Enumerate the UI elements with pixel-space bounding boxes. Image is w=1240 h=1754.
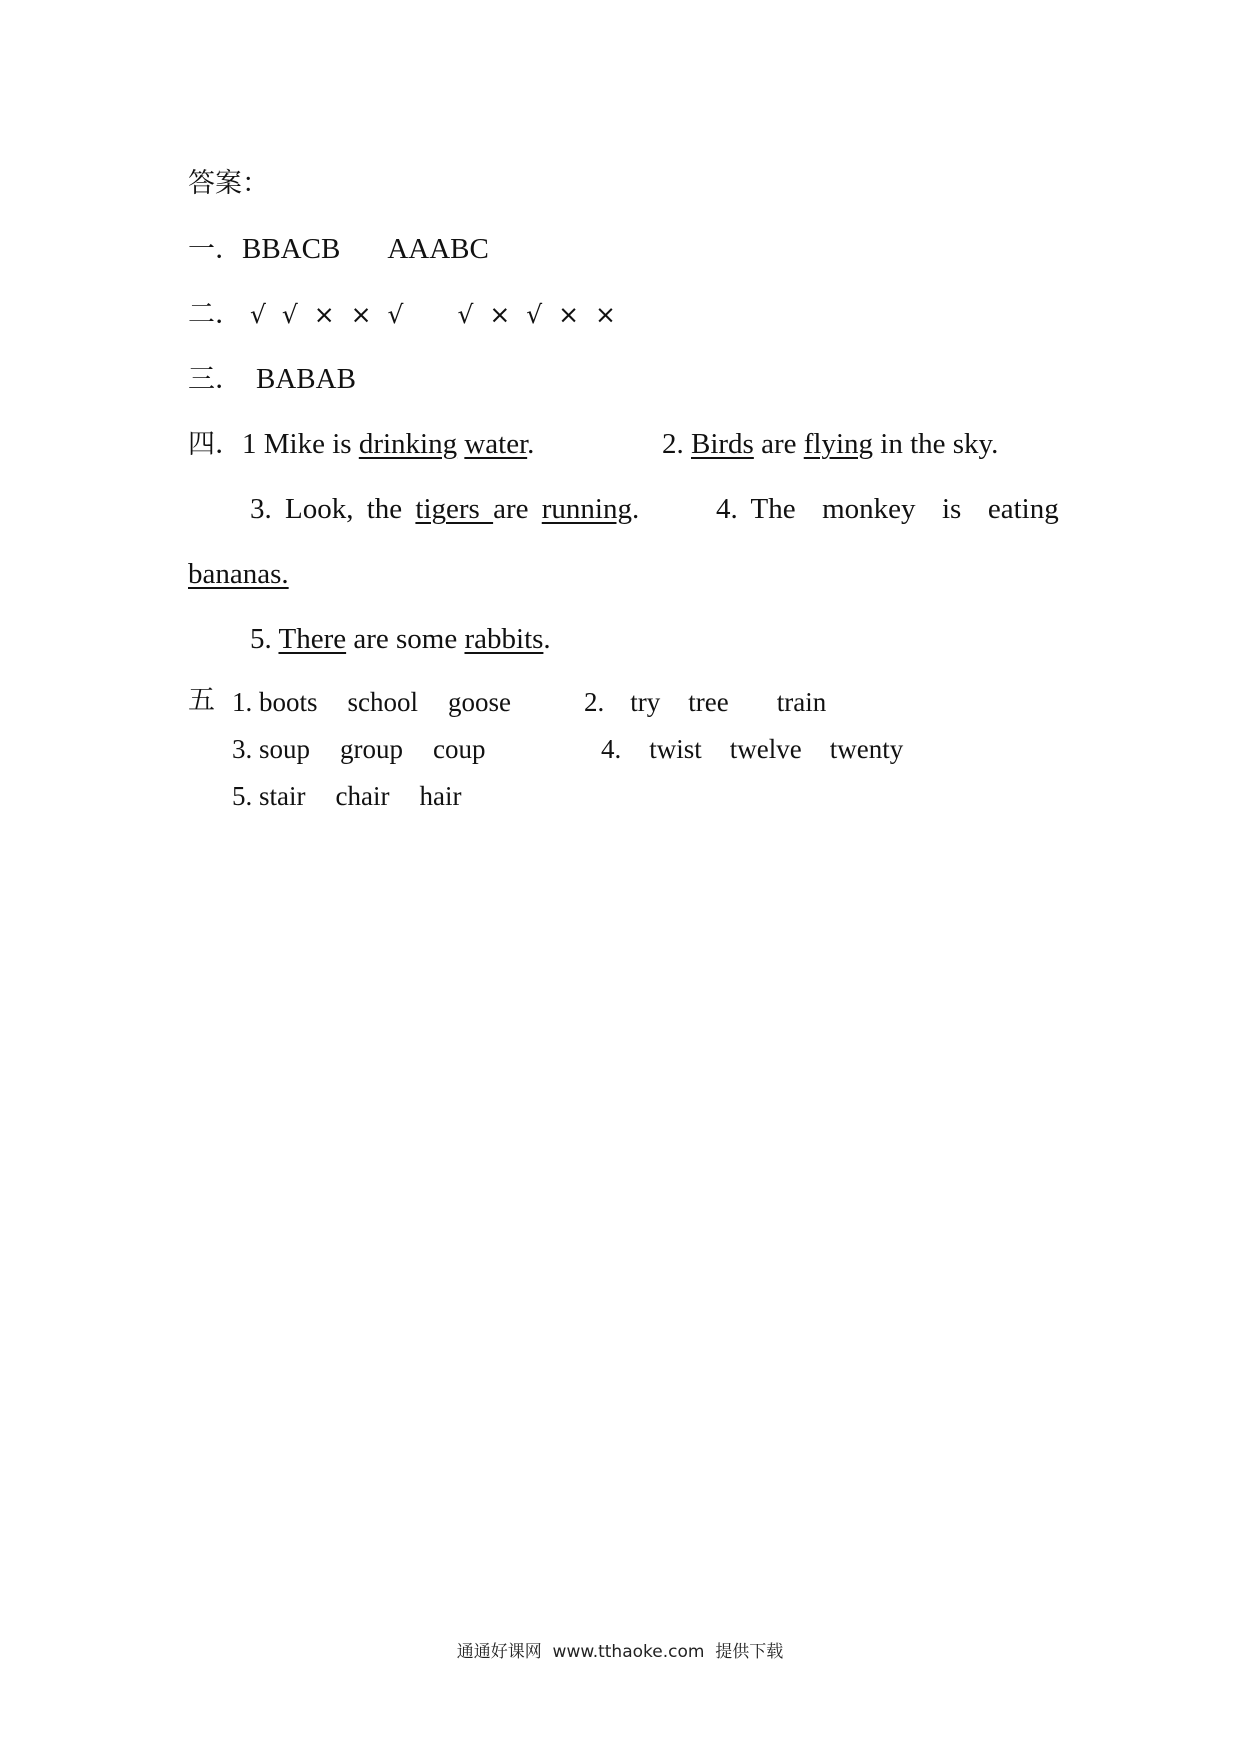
q5-underlined-2: rabbits [464,623,544,655]
group-5-word-2: chair [335,781,390,811]
section-1-label: 一． [188,234,242,265]
group-1 [232,684,511,720]
group-4 [601,731,903,767]
group-4-word-1: twist [649,734,702,764]
section-3-label: 三． [188,364,242,395]
section-4-label: 四． [188,429,242,460]
q5-end: . [543,623,551,655]
q4 [716,491,1059,527]
group-4-word-3: twenty [829,734,904,764]
q5-middle: are some [353,623,458,655]
q1-underlined-1: drinking [358,428,458,460]
q3-middle: are [493,493,529,525]
q2 [662,426,998,462]
q2-underlined-2: flying [803,428,874,460]
q4-text: The monkey is eating [750,493,1059,525]
answer-heading: 答案： [188,168,269,199]
group-2-word-1: try [630,687,661,717]
section-2-marks-b: √ × √ × × [457,300,620,329]
footer-credit: 通通好课网 www.tthaoke.com 提供下载 [456,1642,784,1662]
group-2 [584,684,826,720]
q1-number: 1 [242,428,257,460]
group-3-word-1: soup [259,734,311,764]
q3-end: . [631,493,640,525]
q3-prefix: Look, the [285,493,403,525]
group-2-word-3: train [776,687,827,717]
q3-underlined-1: tigers [415,493,494,525]
q1-underlined-2: water [464,428,528,460]
section-4-row-1 [188,426,534,463]
group-3-word-2: group [340,734,404,764]
q5 [250,621,551,657]
section-2 [188,296,620,333]
q1-end: . [527,428,535,460]
q5-underlined-1: There [278,623,347,655]
q2-number: 2. [662,428,684,460]
group-2-number: 2. [584,687,605,717]
group-1-word-1: boots [259,687,318,717]
q2-underlined-1: Birds [691,428,754,460]
group-3 [232,731,486,767]
q3-number: 3. [250,493,272,525]
section-1 [188,231,489,268]
q4-number: 4. [716,493,738,525]
q1-prefix: Mike is [263,428,352,460]
group-4-number: 4. [601,734,622,764]
q4-continuation [188,556,289,592]
section-2-label: 二． [188,299,242,330]
group-1-number: 1. [232,687,253,717]
q2-end: in the sky. [880,428,999,460]
section-3-answers: BABAB [256,363,356,395]
group-3-word-3: coup [433,734,486,764]
section-5-label: 五 [188,685,215,716]
group-3-number: 3. [232,734,253,764]
group-1-word-3: goose [448,687,512,717]
group-2-word-2: tree [688,687,729,717]
group-5-number: 5. [232,781,253,811]
section-2-marks-a: √ √ × × √ [250,300,408,329]
q3-underlined-2: running [541,493,632,525]
section-3 [188,361,356,398]
section-1-answers-b: AAABC [387,233,489,265]
q3 [250,491,639,527]
group-5-word-3: hair [419,781,462,811]
group-5-word-1: stair [259,781,306,811]
group-5 [232,778,461,814]
group-4-word-2: twelve [729,734,802,764]
q4-underlined: bananas. [188,558,289,590]
q5-number: 5. [250,623,272,655]
q2-middle: are [761,428,797,460]
section-1-answers-a: BBACB [242,233,341,265]
group-1-word-2: school [347,687,419,717]
